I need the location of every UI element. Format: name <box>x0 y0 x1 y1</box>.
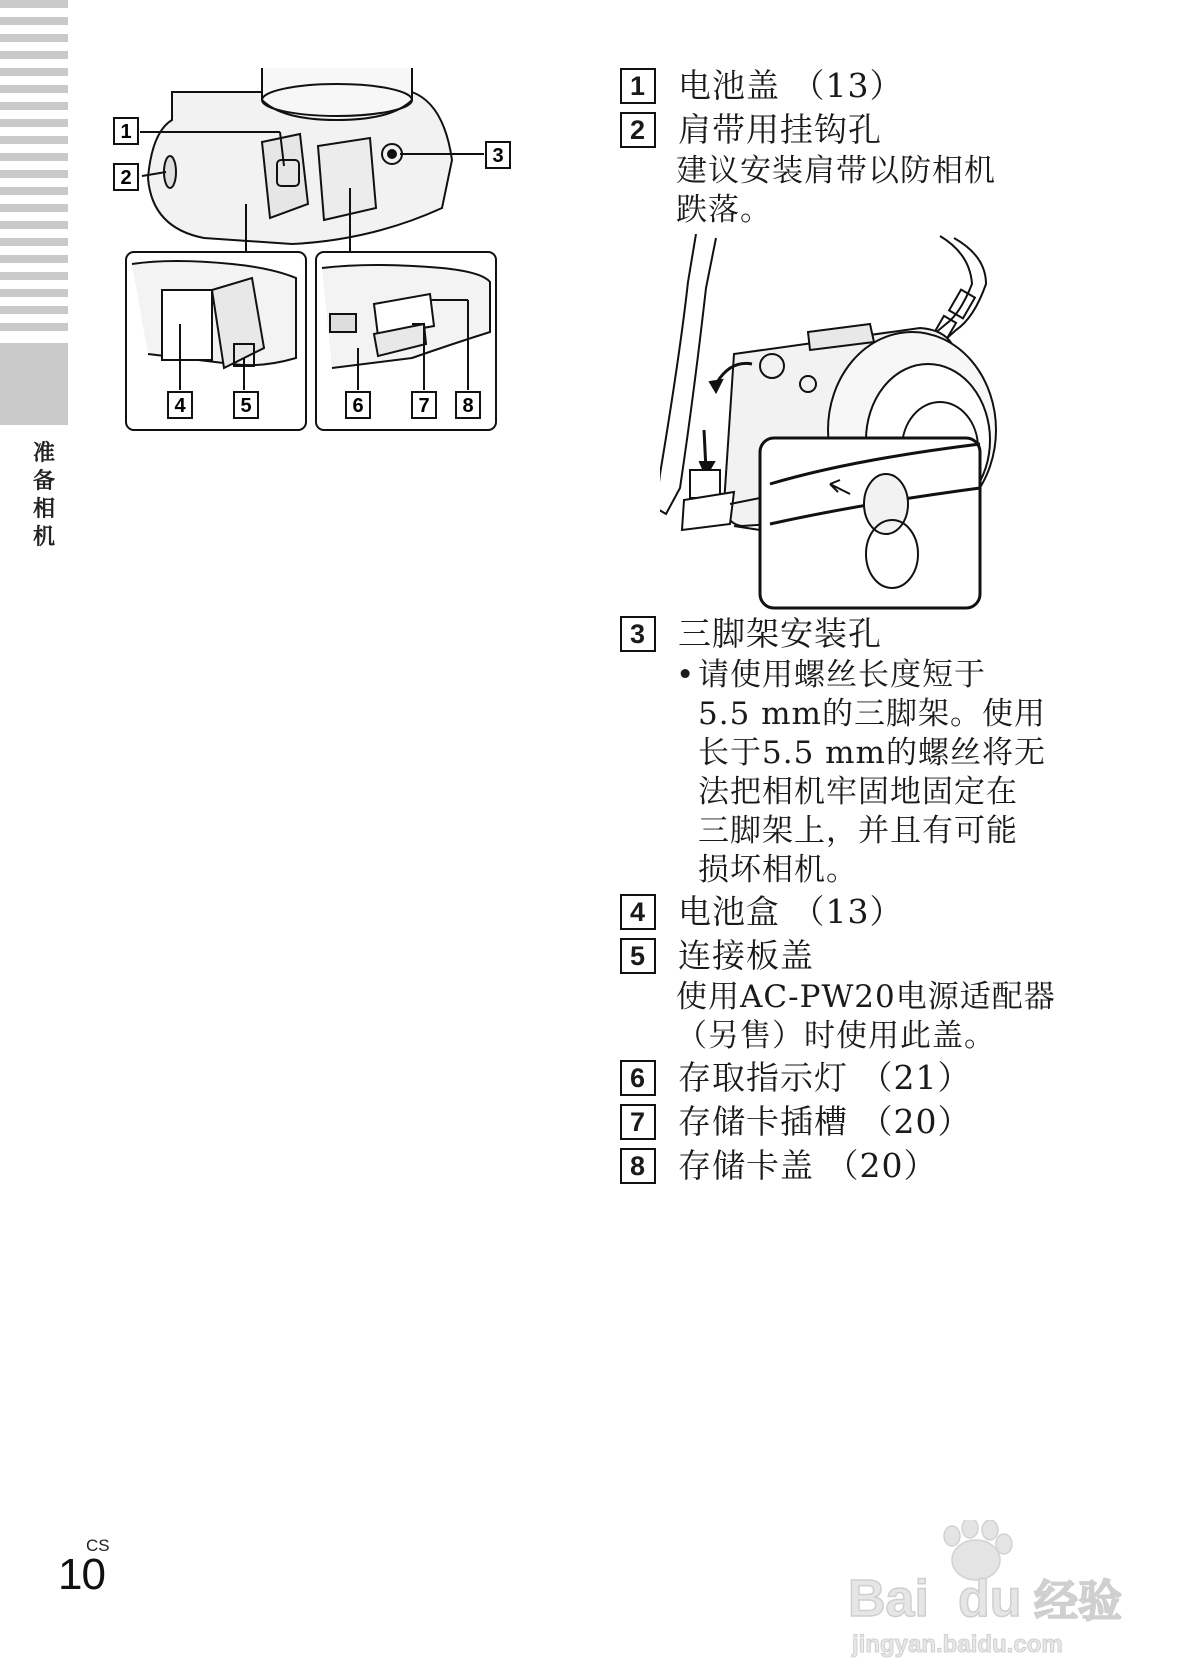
legend-item-title: 连接板盖 <box>678 936 814 975</box>
camera-bottom-illustration <box>112 68 552 480</box>
fig-label-6: 6 <box>352 395 364 417</box>
legend-item-6 <box>620 1056 1080 1100</box>
legend-bottom <box>620 612 1080 1188</box>
legend-number-box: 8 <box>620 1148 656 1184</box>
legend-item-1 <box>620 64 1080 108</box>
legend-number-box: 3 <box>620 616 656 652</box>
baidu-jingyan-watermark <box>848 1520 1148 1660</box>
fig-label-3: 3 <box>492 145 504 167</box>
bullet-cont-line: 5.5 mm的三脚架。使用 <box>698 696 1046 732</box>
bullet-cont-line: 长于5.5 mm的螺丝将无 <box>698 735 1046 771</box>
side-tab-char: 机 <box>32 525 55 550</box>
fig-label-7: 7 <box>418 395 430 417</box>
legend-item-title: 存储卡插槽 （20） <box>678 1102 972 1141</box>
watermark-cn: 经验 <box>1034 1577 1122 1626</box>
legend-number-box: 5 <box>620 938 656 974</box>
legend-item-title: 存取指示灯 （21） <box>678 1058 972 1097</box>
legend-item-title: 三脚架安装孔 <box>678 614 882 653</box>
legend-item-2 <box>620 108 1080 152</box>
bullet-cont-line: 三脚架上，并且有可能 <box>698 813 1018 849</box>
legend-item-2-desc <box>620 152 1080 230</box>
legend-item-title: 肩带用挂钩孔 <box>678 110 882 149</box>
fig-label-4: 4 <box>174 395 186 417</box>
fig-label-2: 2 <box>120 167 132 189</box>
legend-item-title: 电池盒 （13） <box>678 892 904 931</box>
watermark-brand: Bai <box>848 1570 929 1628</box>
fig-label-1: 1 <box>120 121 132 143</box>
desc-line: 建议安装肩带以防相机 <box>676 153 996 189</box>
bullet-cont-line: 损坏相机。 <box>698 852 858 888</box>
watermark-url: jingyan.baidu.com <box>852 1631 1063 1658</box>
legend-item-8 <box>620 1144 1080 1188</box>
legend-number-box: 2 <box>620 112 656 148</box>
legend-item-title: 电池盖 （13） <box>678 66 904 105</box>
legend-item-5-desc <box>620 978 1080 1056</box>
watermark-brand-2: du <box>958 1570 1022 1628</box>
side-tab-block <box>0 343 68 425</box>
legend-top <box>620 64 1080 230</box>
side-tab-label <box>30 440 58 552</box>
side-tab-char: 相 <box>32 497 55 522</box>
bullet-cont-line: 法把相机牢固地固定在 <box>698 774 1018 810</box>
legend-number-box: 4 <box>620 894 656 930</box>
page-language-code: CS <box>86 1536 110 1555</box>
legend-item-4 <box>620 890 1080 934</box>
fig-label-8: 8 <box>462 395 474 417</box>
desc-line: （另售）时使用此盖。 <box>676 1018 996 1054</box>
fig-label-5: 5 <box>240 395 252 417</box>
desc-line: 跌落。 <box>676 192 772 228</box>
legend-number-box: 6 <box>620 1060 656 1096</box>
bullet-line: • 请使用螺丝长度短于 <box>676 656 1080 695</box>
legend-item-3-cont <box>620 695 1080 890</box>
legend-number-box: 1 <box>620 68 656 104</box>
legend-item-3-bullets <box>620 656 1080 695</box>
strap-attachment-illustration <box>660 234 1080 610</box>
legend-number-box: 7 <box>620 1104 656 1140</box>
page-number: 10 <box>58 1550 105 1599</box>
desc-line: 使用AC-PW20电源适配器 <box>676 979 1056 1015</box>
side-tab-stripes <box>0 0 68 332</box>
side-tab-char: 备 <box>32 469 55 494</box>
legend-item-3 <box>620 612 1080 656</box>
side-tab-char: 准 <box>32 441 55 466</box>
legend-item-5 <box>620 934 1080 978</box>
legend-item-title: 存储卡盖 （20） <box>678 1146 938 1185</box>
legend-item-7 <box>620 1100 1080 1144</box>
